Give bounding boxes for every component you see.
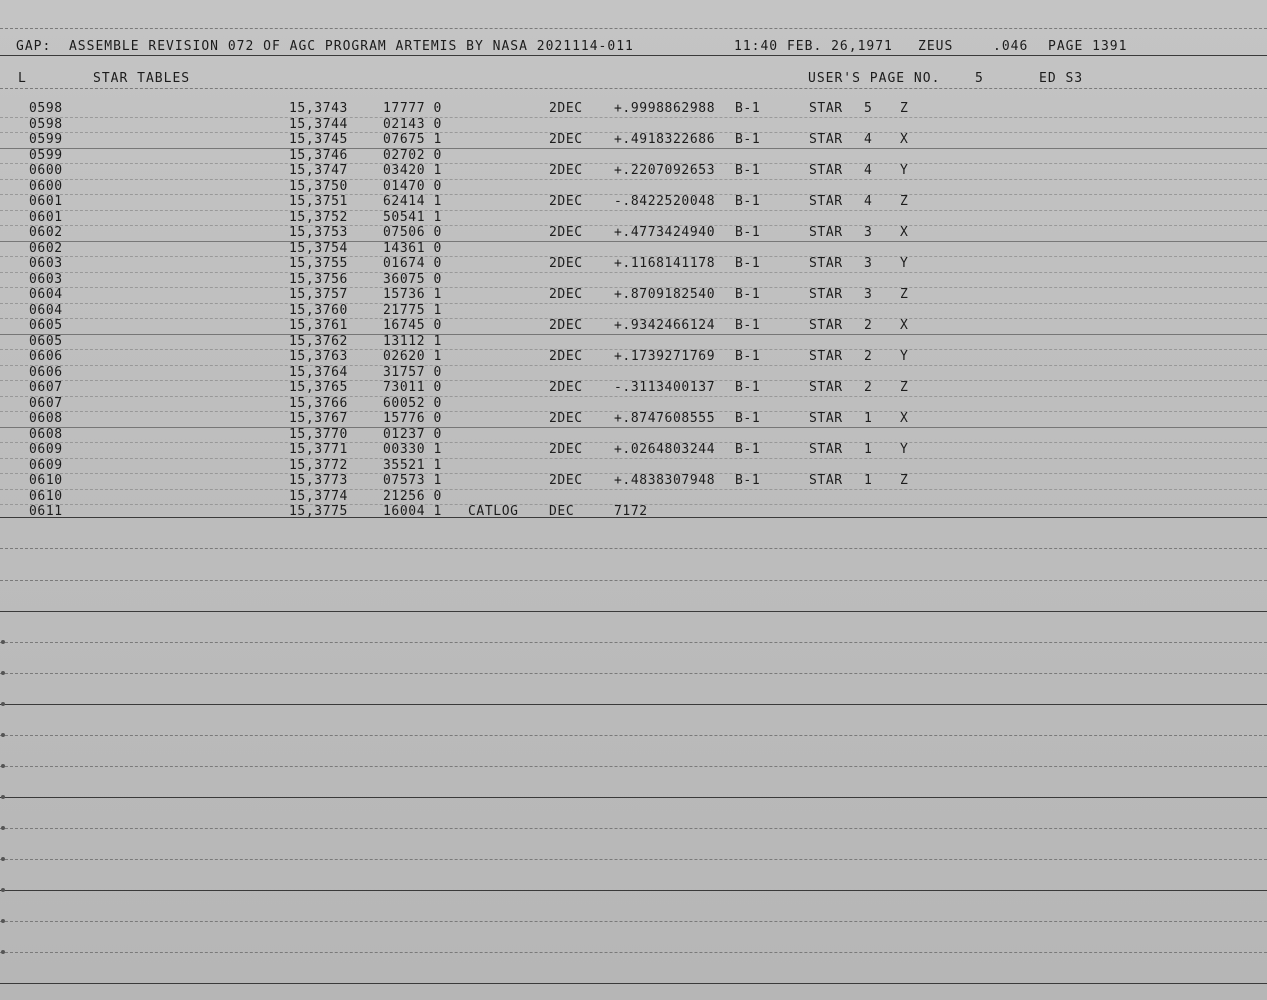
axis-component: Z xyxy=(900,473,909,488)
header-rule xyxy=(0,55,1267,56)
line-number: 0609 xyxy=(29,442,63,457)
row-rule xyxy=(0,194,1267,195)
row-rule xyxy=(0,163,1267,164)
row-rule xyxy=(0,210,1267,211)
symbol-label: CATLOG xyxy=(468,504,519,519)
axis-component: Y xyxy=(900,256,909,271)
row-rule xyxy=(0,427,1267,428)
line-number: 0603 xyxy=(29,256,63,271)
line-number: 0604 xyxy=(29,302,63,318)
line-number: 0599 xyxy=(29,147,63,163)
operand-value: +.1739271769 xyxy=(614,349,716,364)
paper-rule xyxy=(0,890,1267,891)
octal-word: 36075 0 xyxy=(383,271,442,287)
listing-row xyxy=(0,226,1267,240)
star-number: 3 xyxy=(864,287,873,302)
octal-word: 31757 0 xyxy=(383,364,442,380)
row-rule xyxy=(0,241,1267,242)
address: 15,3763 xyxy=(289,349,348,364)
row-rule xyxy=(0,504,1267,505)
address: 15,3775 xyxy=(289,504,348,519)
row-rule xyxy=(0,148,1267,149)
margin-tick xyxy=(1,795,5,799)
line-number: 0600 xyxy=(29,163,63,178)
users-page-label: USER'S PAGE NO. xyxy=(808,71,941,86)
axis-component: Z xyxy=(900,194,909,209)
star-number: 4 xyxy=(864,163,873,178)
axis-component: X xyxy=(900,318,909,333)
address: 15,3752 xyxy=(289,209,348,225)
margin-tick xyxy=(1,640,5,644)
listing-type: L xyxy=(18,71,27,86)
address: 15,3753 xyxy=(289,225,348,240)
row-rule xyxy=(0,396,1267,397)
line-number: 0602 xyxy=(29,240,63,256)
paper-rule xyxy=(0,611,1267,612)
address: 15,3770 xyxy=(289,426,348,442)
row-rule xyxy=(0,303,1267,304)
row-rule xyxy=(0,349,1267,350)
star-number: 4 xyxy=(864,132,873,147)
star-number: 1 xyxy=(864,473,873,488)
opcode: 2DEC xyxy=(549,132,583,147)
address: 15,3744 xyxy=(289,116,348,132)
comment-star: STAR xyxy=(809,349,843,364)
line-number: 0610 xyxy=(29,488,63,504)
address: 15,3760 xyxy=(289,302,348,318)
operand-value: +.9342466124 xyxy=(614,318,716,333)
listing-row xyxy=(0,350,1267,364)
listing-row xyxy=(0,490,1267,504)
opcode: 2DEC xyxy=(549,318,583,333)
address: 15,3762 xyxy=(289,333,348,349)
axis-component: Y xyxy=(900,442,909,457)
scale-factor: B-1 xyxy=(735,194,761,209)
comment-star: STAR xyxy=(809,194,843,209)
octal-word: 13112 1 xyxy=(383,333,442,349)
octal-word: 02702 0 xyxy=(383,147,442,163)
axis-component: X xyxy=(900,225,909,240)
users-page-number: 5 xyxy=(975,71,984,86)
listing-row xyxy=(0,149,1267,163)
listing-row xyxy=(0,335,1267,349)
subheader-rule xyxy=(0,88,1267,89)
octal-word: 16004 1 xyxy=(383,504,442,519)
margin-tick xyxy=(1,919,5,923)
listing-row xyxy=(0,366,1267,380)
listing-row xyxy=(0,257,1267,271)
address: 15,3765 xyxy=(289,380,348,395)
operand-value: +.4918322686 xyxy=(614,132,716,147)
operand-value: +.4838307948 xyxy=(614,473,716,488)
address: 15,3766 xyxy=(289,395,348,411)
row-rule xyxy=(0,458,1267,459)
paper-rule xyxy=(0,983,1267,984)
octal-word: 14361 0 xyxy=(383,240,442,256)
section-title: STAR TABLES xyxy=(93,71,191,86)
axis-component: X xyxy=(900,132,909,147)
opcode: 2DEC xyxy=(549,380,583,395)
line-number: 0607 xyxy=(29,395,63,411)
row-rule xyxy=(0,380,1267,381)
line-number: 0605 xyxy=(29,318,63,333)
comment-star: STAR xyxy=(809,163,843,178)
listing-row xyxy=(0,288,1267,302)
scale-factor: B-1 xyxy=(735,442,761,457)
listing-row xyxy=(0,118,1267,132)
axis-component: Y xyxy=(900,163,909,178)
octal-word: 02143 0 xyxy=(383,116,442,132)
paper-rule xyxy=(0,766,1267,767)
scale-factor: B-1 xyxy=(735,473,761,488)
page-number: PAGE 1391 xyxy=(1048,39,1128,54)
line-number: 0602 xyxy=(29,225,63,240)
octal-word: 15776 0 xyxy=(383,411,442,426)
octal-word: 07506 0 xyxy=(383,225,442,240)
listing-row xyxy=(0,304,1267,318)
opcode: DEC xyxy=(549,504,575,519)
octal-word: 21775 1 xyxy=(383,302,442,318)
octal-word: 01237 0 xyxy=(383,426,442,442)
octal-word: 00330 1 xyxy=(383,442,442,457)
line-number: 0607 xyxy=(29,380,63,395)
margin-tick xyxy=(1,888,5,892)
address: 15,3750 xyxy=(289,178,348,194)
operand-value: +.2207092653 xyxy=(614,163,716,178)
octal-word: 21256 0 xyxy=(383,488,442,504)
star-number: 2 xyxy=(864,380,873,395)
address: 15,3761 xyxy=(289,318,348,333)
star-number: 2 xyxy=(864,318,873,333)
comment-star: STAR xyxy=(809,473,843,488)
operand-value: -.3113400137 xyxy=(614,380,716,395)
line-number: 0598 xyxy=(29,116,63,132)
octal-word: 73011 0 xyxy=(383,380,442,395)
scale-factor: B-1 xyxy=(735,349,761,364)
octal-word: 17777 0 xyxy=(383,101,442,116)
listing-row xyxy=(0,195,1267,209)
comment-star: STAR xyxy=(809,132,843,147)
axis-component: Z xyxy=(900,287,909,302)
operand-value: -.8422520048 xyxy=(614,194,716,209)
scale-factor: B-1 xyxy=(735,287,761,302)
line-number: 0600 xyxy=(29,178,63,194)
listing-row xyxy=(0,459,1267,473)
row-rule xyxy=(0,442,1267,443)
line-number: 0606 xyxy=(29,364,63,380)
line-number: 0599 xyxy=(29,132,63,147)
row-rule xyxy=(0,287,1267,288)
opcode: 2DEC xyxy=(549,349,583,364)
operand-value: 7172 xyxy=(614,504,648,519)
opcode: 2DEC xyxy=(549,287,583,302)
star-number: 1 xyxy=(864,442,873,457)
row-rule xyxy=(0,117,1267,118)
row-rule xyxy=(0,256,1267,257)
octal-word: 35521 1 xyxy=(383,457,442,473)
operand-value: +.9998862988 xyxy=(614,101,716,116)
listing-row xyxy=(0,319,1267,333)
octal-word: 16745 0 xyxy=(383,318,442,333)
line-number: 0610 xyxy=(29,473,63,488)
address: 15,3747 xyxy=(289,163,348,178)
machine-name: ZEUS xyxy=(918,39,954,54)
line-number: 0604 xyxy=(29,287,63,302)
address: 15,3764 xyxy=(289,364,348,380)
opcode: 2DEC xyxy=(549,411,583,426)
listing-row xyxy=(0,474,1267,488)
address: 15,3771 xyxy=(289,442,348,457)
address: 15,3774 xyxy=(289,488,348,504)
listing-row xyxy=(0,180,1267,194)
paper-rule xyxy=(0,921,1267,922)
listing-row xyxy=(0,412,1267,426)
octal-word: 01674 0 xyxy=(383,256,442,271)
listing-row xyxy=(0,133,1267,147)
listing-row xyxy=(0,428,1267,442)
row-rule xyxy=(0,132,1267,133)
paper-rule xyxy=(0,735,1267,736)
paper-rule xyxy=(0,548,1267,549)
scale-factor: B-1 xyxy=(735,411,761,426)
line-number: 0606 xyxy=(29,349,63,364)
margin-tick xyxy=(1,764,5,768)
star-number: 4 xyxy=(864,194,873,209)
run-number: .046 xyxy=(993,39,1029,54)
octal-word: 07675 1 xyxy=(383,132,442,147)
comment-star: STAR xyxy=(809,225,843,240)
listing-row xyxy=(0,273,1267,287)
address: 15,3745 xyxy=(289,132,348,147)
line-number: 0601 xyxy=(29,209,63,225)
octal-word: 50541 1 xyxy=(383,209,442,225)
opcode: 2DEC xyxy=(549,194,583,209)
margin-tick xyxy=(1,857,5,861)
margin-tick xyxy=(1,671,5,675)
margin-tick xyxy=(1,950,5,954)
operand-value: +.0264803244 xyxy=(614,442,716,457)
line-number: 0603 xyxy=(29,271,63,287)
comment-star: STAR xyxy=(809,101,843,116)
operand-value: +.1168141178 xyxy=(614,256,716,271)
operand-value: +.4773424940 xyxy=(614,225,716,240)
address: 15,3746 xyxy=(289,147,348,163)
opcode: 2DEC xyxy=(549,473,583,488)
opcode: 2DEC xyxy=(549,256,583,271)
address: 15,3767 xyxy=(289,411,348,426)
octal-word: 62414 1 xyxy=(383,194,442,209)
address: 15,3772 xyxy=(289,457,348,473)
listing-row xyxy=(0,102,1267,116)
paper-rule xyxy=(0,704,1267,705)
axis-component: Z xyxy=(900,101,909,116)
line-number: 0598 xyxy=(29,101,63,116)
comment-star: STAR xyxy=(809,442,843,457)
address: 15,3743 xyxy=(289,101,348,116)
scale-factor: B-1 xyxy=(735,380,761,395)
top-perforation-rule xyxy=(0,28,1267,29)
octal-word: 07573 1 xyxy=(383,473,442,488)
opcode: 2DEC xyxy=(549,442,583,457)
line-number: 0611 xyxy=(29,504,63,519)
line-number: 0608 xyxy=(29,411,63,426)
axis-component: Z xyxy=(900,380,909,395)
star-number: 3 xyxy=(864,256,873,271)
margin-tick xyxy=(1,702,5,706)
axis-component: Y xyxy=(900,349,909,364)
paper-rule xyxy=(0,797,1267,798)
address: 15,3754 xyxy=(289,240,348,256)
address: 15,3755 xyxy=(289,256,348,271)
address: 15,3751 xyxy=(289,194,348,209)
row-rule xyxy=(0,318,1267,319)
program-title: GAP: ASSEMBLE REVISION 072 OF AGC PROGRAM ARTEMIS BY NASA 2021114-011 xyxy=(16,39,634,54)
octal-word: 02620 1 xyxy=(383,349,442,364)
row-rule xyxy=(0,272,1267,273)
margin-tick xyxy=(1,826,5,830)
scale-factor: B-1 xyxy=(735,318,761,333)
comment-star: STAR xyxy=(809,411,843,426)
row-rule xyxy=(0,179,1267,180)
scale-factor: B-1 xyxy=(735,101,761,116)
paper-rule xyxy=(0,580,1267,581)
line-number: 0605 xyxy=(29,333,63,349)
row-rule xyxy=(0,334,1267,335)
scale-factor: B-1 xyxy=(735,132,761,147)
address: 15,3757 xyxy=(289,287,348,302)
octal-word: 03420 1 xyxy=(383,163,442,178)
comment-star: STAR xyxy=(809,380,843,395)
line-number: 0608 xyxy=(29,426,63,442)
star-number: 1 xyxy=(864,411,873,426)
star-number: 3 xyxy=(864,225,873,240)
opcode: 2DEC xyxy=(549,225,583,240)
comment-star: STAR xyxy=(809,287,843,302)
scale-factor: B-1 xyxy=(735,225,761,240)
margin-tick xyxy=(1,733,5,737)
listing-row xyxy=(0,397,1267,411)
operand-value: +.8747608555 xyxy=(614,411,716,426)
paper-rule xyxy=(0,859,1267,860)
address: 15,3756 xyxy=(289,271,348,287)
row-rule xyxy=(0,489,1267,490)
line-number: 0601 xyxy=(29,194,63,209)
star-number: 5 xyxy=(864,101,873,116)
scale-factor: B-1 xyxy=(735,163,761,178)
row-rule xyxy=(0,225,1267,226)
listing-row xyxy=(0,211,1267,225)
octal-word: 01470 0 xyxy=(383,178,442,194)
star-number: 2 xyxy=(864,349,873,364)
octal-word: 15736 1 xyxy=(383,287,442,302)
paper-rule xyxy=(0,952,1267,953)
paper-rule xyxy=(0,673,1267,674)
paper-rule xyxy=(0,642,1267,643)
edition: ED S3 xyxy=(1039,71,1084,86)
listing-end-rule xyxy=(0,517,1267,518)
listing-row xyxy=(0,381,1267,395)
comment-star: STAR xyxy=(809,318,843,333)
listing-row xyxy=(0,164,1267,178)
address: 15,3773 xyxy=(289,473,348,488)
listing-row xyxy=(0,242,1267,256)
paper-rule xyxy=(0,828,1267,829)
comment-star: STAR xyxy=(809,256,843,271)
row-rule xyxy=(0,411,1267,412)
row-rule xyxy=(0,473,1267,474)
operand-value: +.8709182540 xyxy=(614,287,716,302)
opcode: 2DEC xyxy=(549,101,583,116)
axis-component: X xyxy=(900,411,909,426)
listing-row xyxy=(0,443,1267,457)
opcode: 2DEC xyxy=(549,163,583,178)
timestamp: 11:40 FEB. 26,1971 xyxy=(734,39,893,54)
line-number: 0609 xyxy=(29,457,63,473)
octal-word: 60052 0 xyxy=(383,395,442,411)
row-rule xyxy=(0,365,1267,366)
scale-factor: B-1 xyxy=(735,256,761,271)
